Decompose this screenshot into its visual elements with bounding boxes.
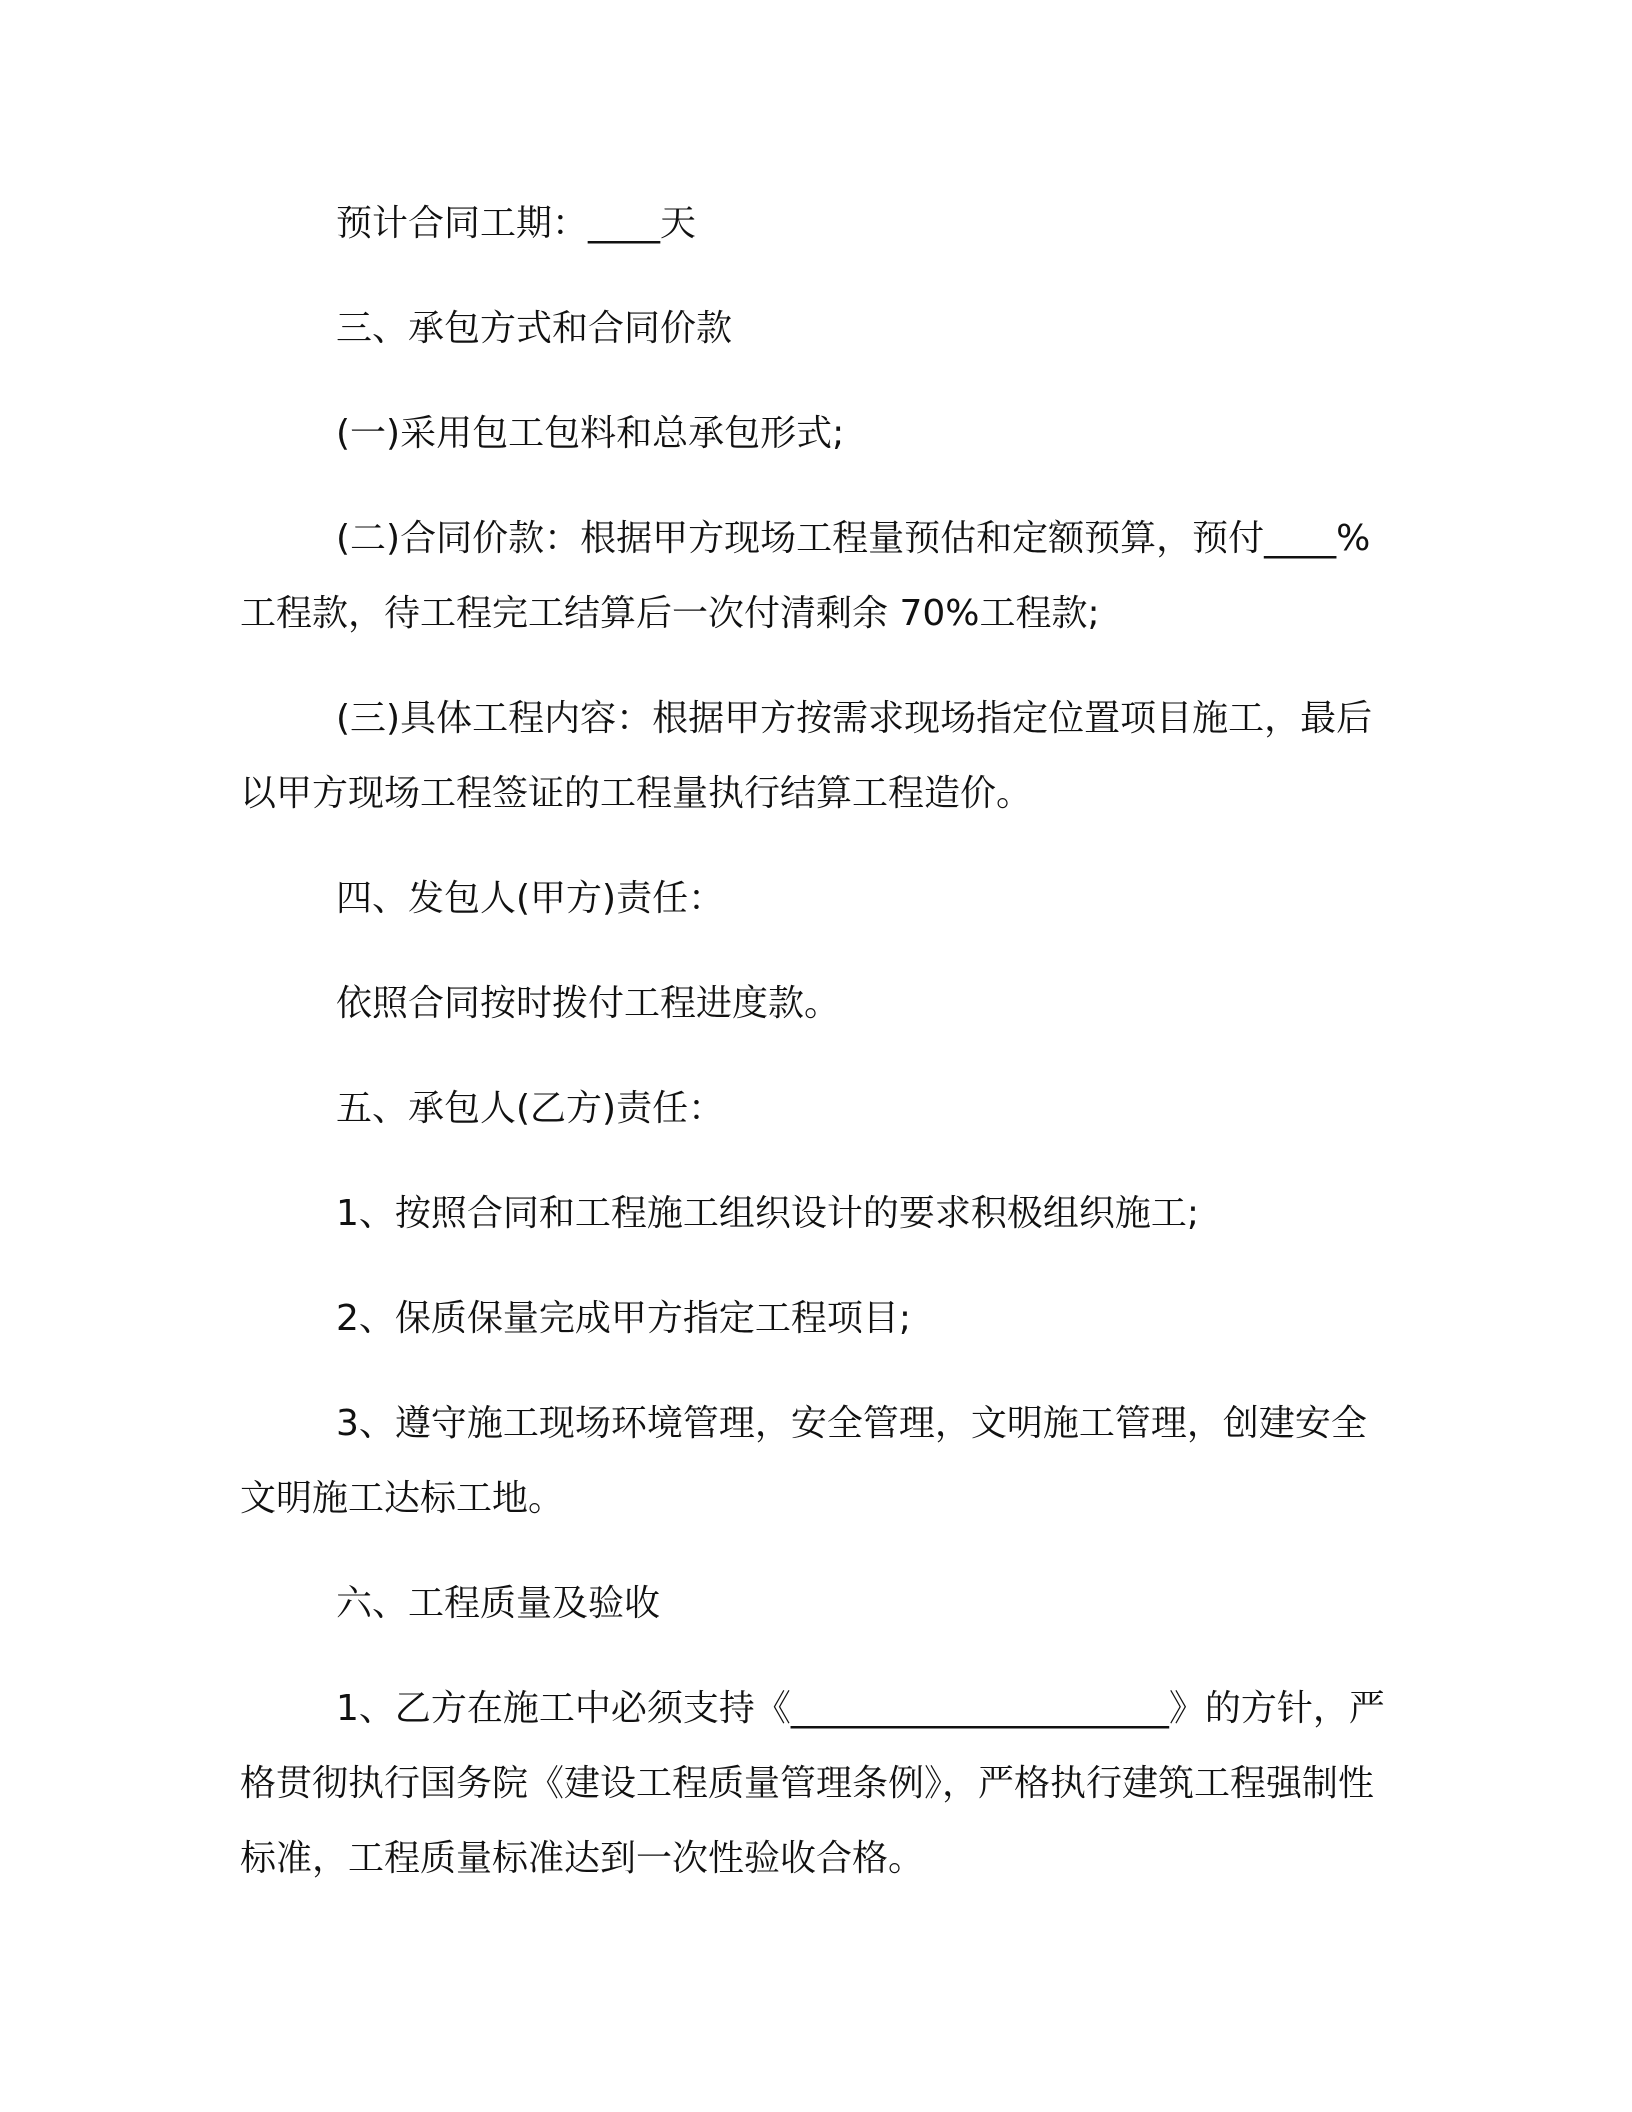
clause-5-3: 3、遵守施工现场环境管理，安全管理，文明施工管理，创建安全文明施工达标工地。 xyxy=(240,1403,1367,1519)
clause-3-1: (一)采用包工包料和总承包形式; xyxy=(336,413,845,454)
clause-5-2: 2、保质保量完成甲方指定工程项目; xyxy=(336,1298,912,1339)
clause-6-1: 1、乙方在施工中必须支持《_____________________》的方针，严格贯彻执行国务院《建设工程质量管理条例》，严格执行建筑工程强制性标准，工程质量标准达到一次性验收合格。 xyxy=(240,1688,1385,1879)
clause-3-2: (二)合同价款：根据甲方现场工程量预估和定额预算，预付____%工程款，待工程完工结算后一次付清剩余 70%工程款; xyxy=(240,518,1371,634)
clause-3-3: (三)具体工程内容：根据甲方按需求现场指定位置项目施工，最后以甲方现场工程签证的工程量执行结算工程造价。 xyxy=(240,698,1373,814)
clause-5-1: 1、按照合同和工程施工组织设计的要求积极组织施工; xyxy=(336,1193,1200,1234)
section-3-heading: 三、承包方式和合同价款 xyxy=(336,308,733,349)
clause-4-1: 依照合同按时拨付工程进度款。 xyxy=(336,983,841,1024)
section-5-heading: 五、承包人(乙方)责任： xyxy=(336,1088,725,1129)
contract-period-line: 预计合同工期：____天 xyxy=(336,203,697,244)
document-page xyxy=(240,186,1400,1926)
section-4-heading: 四、发包人(甲方)责任： xyxy=(336,878,725,919)
section-6-heading: 六、工程质量及验收 xyxy=(336,1583,661,1624)
